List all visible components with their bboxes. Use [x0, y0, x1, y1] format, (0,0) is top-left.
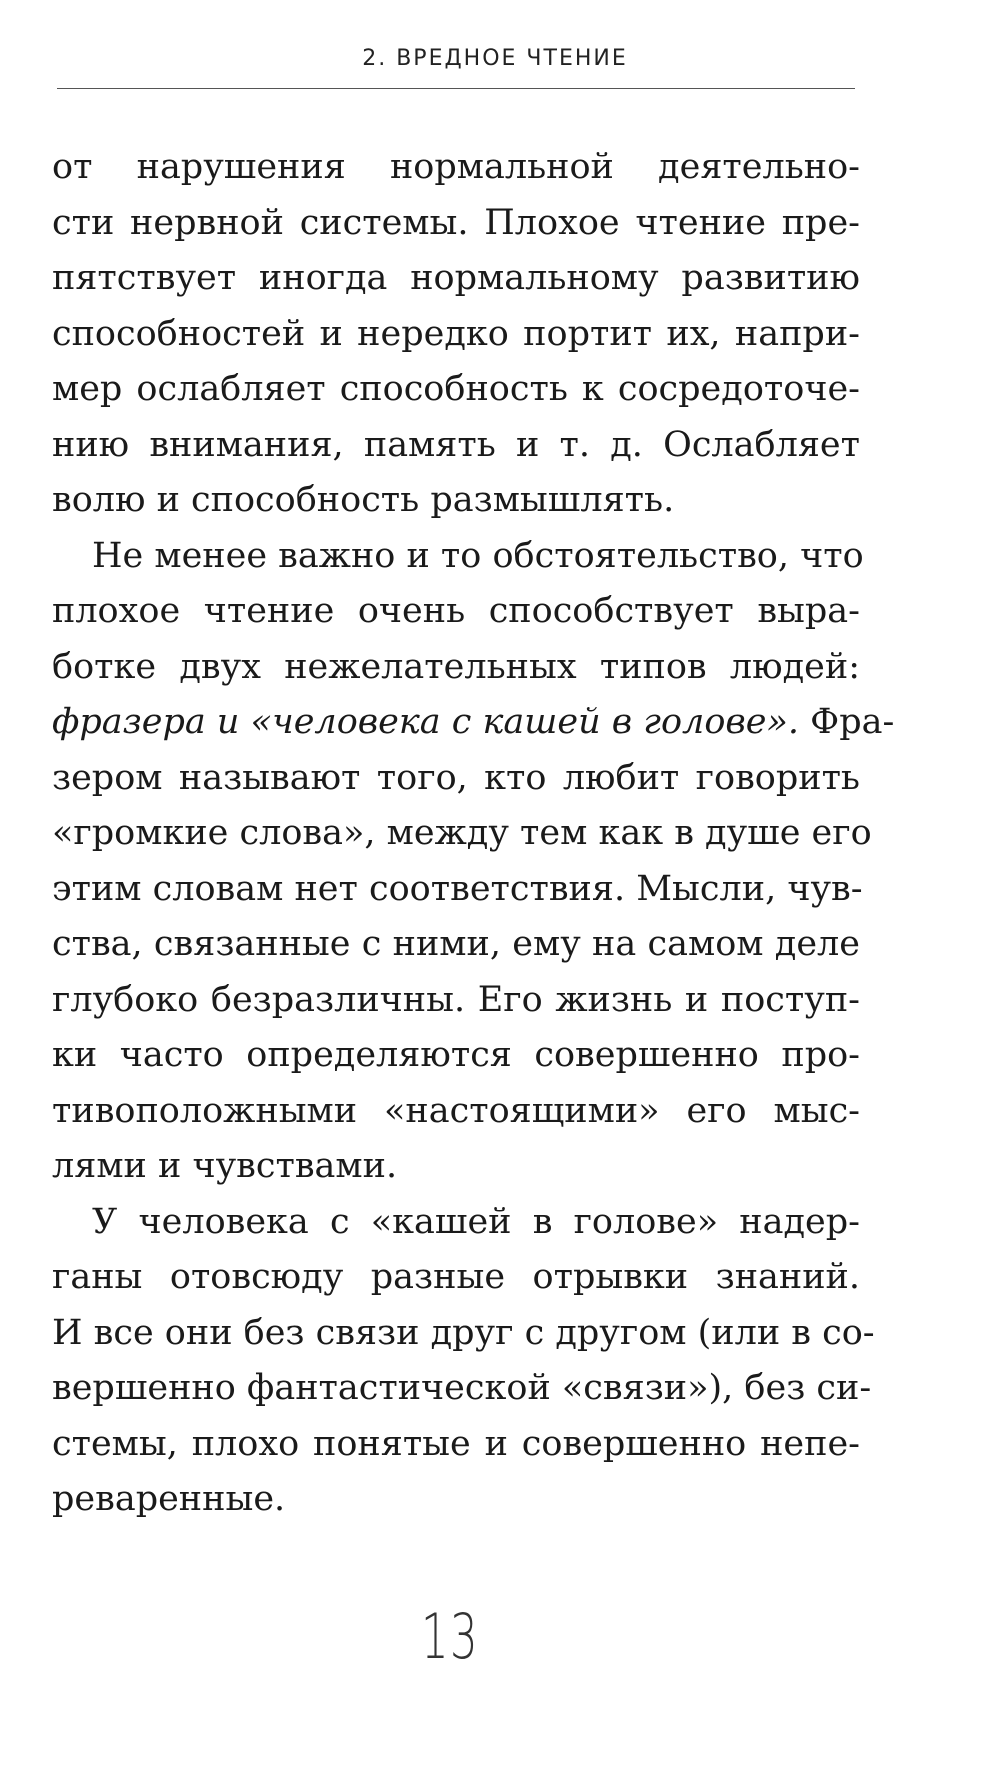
paragraph-2 — [52, 529, 895, 1195]
text-line: И все они без связи друг с другом (или в со- — [52, 1312, 875, 1353]
italic-phrase: фразера и «человека с кашей в голове». — [52, 702, 800, 742]
text-line: ства, связанные с ними, ему на самом деле — [52, 924, 860, 964]
text-line: ганы отовсюду разные отрывки знаний. — [52, 1257, 860, 1297]
text-line: сти нервной системы. Плохое чтение пре- — [52, 202, 860, 243]
text-line: тивоположными «настоящими» его мыс- — [52, 1090, 860, 1131]
text-line: ботке двух нежелательных типов людей: — [52, 646, 860, 687]
text-line: ки часто определяются совершенно про- — [52, 1035, 860, 1075]
text-line: способностей и нередко портит их, напри- — [52, 313, 860, 354]
text-line: реваренные. — [52, 1479, 286, 1519]
text-line-mixed — [52, 695, 895, 751]
text-line: плохое чтение очень способствует выра- — [52, 591, 860, 631]
text-line: зером называют того, кто любит говорить — [52, 757, 860, 798]
text-line: глубоко безразличны. Его жизнь и поступ- — [52, 979, 860, 1020]
text-line: «громкие слова», между тем как в душе его — [52, 813, 872, 853]
text-line: мер ослабляет способность к сосредоточе- — [52, 369, 860, 409]
text-line: этим словам нет соответствия. Мысли, чув- — [52, 868, 863, 909]
page-number: 13 — [420, 1600, 480, 1673]
paragraph-3 — [52, 1195, 875, 1528]
text-line: вершенно фантастической «связи»), без си- — [52, 1368, 872, 1408]
text-fragment: Фра- — [810, 702, 895, 742]
running-header: 2. ВРЕДНОЕ ЧТЕНИЕ — [362, 46, 628, 71]
text-line: пятствует иногда нормальному развитию — [52, 258, 860, 298]
text-line: У человека с «кашей в голове» надер- — [92, 1201, 860, 1242]
text-line: лями и чувствами. — [52, 1146, 398, 1186]
header-rule — [57, 88, 855, 89]
text-line: от нарушения нормальной деятельно- — [52, 147, 860, 187]
text-line: Не менее важно и то обстоятельство, что — [92, 535, 864, 576]
body-text — [52, 140, 895, 1528]
paragraph-1 — [52, 140, 860, 529]
text-line: волю и способность размышлять. — [52, 480, 675, 520]
text-line: нию внимания, память и т. д. Ослабляет — [52, 424, 860, 465]
text-line: стемы, плохо понятые и совершенно непе- — [52, 1423, 860, 1464]
